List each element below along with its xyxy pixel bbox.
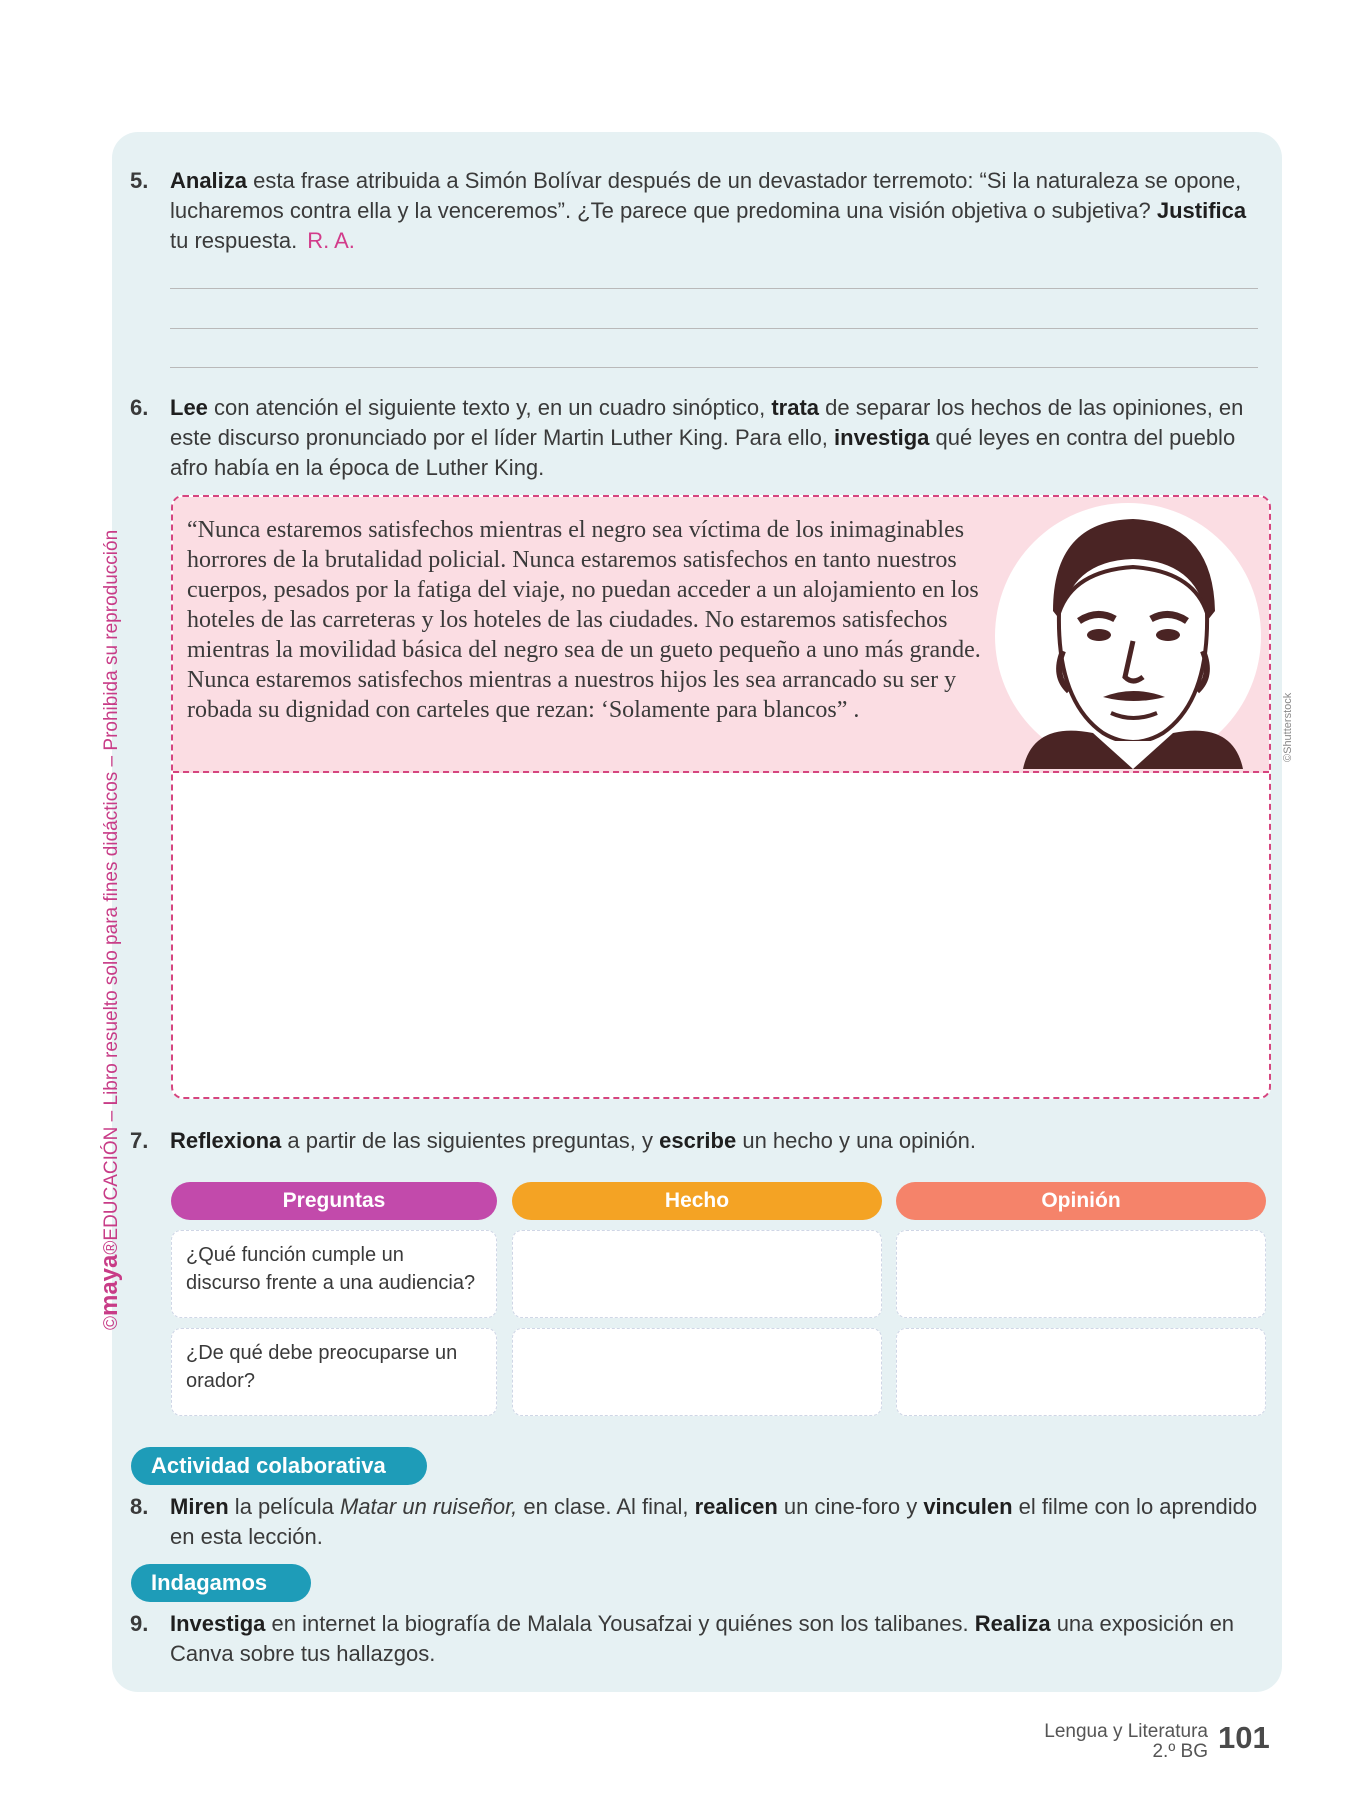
action-verb: Investiga [170, 1611, 266, 1636]
text-segment: tu respuesta. [170, 228, 298, 253]
action-verb: Realiza [974, 1611, 1051, 1636]
question-7 [130, 1126, 1270, 1156]
text-segment: qué leyes en contra del pueblo afro había en la época de Luther King. [170, 425, 1236, 480]
action-verb: investiga [834, 425, 930, 450]
footer-grade: 2.º BG [1152, 1741, 1208, 1762]
column-header-fact: Hecho [512, 1182, 882, 1220]
text-segment: en clase. Al final, [517, 1494, 695, 1519]
copyright-sidebar [96, 530, 124, 1330]
footer-subject: Lengua y Literatura [1044, 1721, 1208, 1742]
action-verb: vinculen [923, 1494, 1013, 1519]
answer-line[interactable] [170, 367, 1258, 368]
question-number: 5. [130, 168, 149, 193]
question-cell: ¿Qué función cumple un discurso frente a una audiencia? [171, 1230, 497, 1318]
text-segment: a partir de las siguientes preguntas, y [281, 1128, 660, 1153]
action-verb: trata [771, 395, 820, 420]
action-verb: Reflexiona [170, 1128, 282, 1153]
portrait-image [993, 501, 1263, 771]
question-text [170, 1492, 1270, 1552]
quote-text: “Nunca estaremos satisfechos mientras el negro sea víctima de los inimaginables horrores de la brutalidad policial. Nunca estaremos satisfechos en tanto nuestros cuerpos, pesados por la fatiga del viaje, no puedan acceder a un alojamiento en los hoteles de las carreteras y los hoteles de las ciudades. No estaremos satisfechos mientras la movilidad básica del negro sea de un gueto pequeño a uno más grande. Nunca estaremos satisfechos mientras a nuestros hijos les sea arrancado su ser y robada su dignidad con carteles que rezan: ‘Solamente para blancos” . [187, 517, 981, 723]
question-5 [130, 166, 1270, 256]
column-header-questions: Preguntas [171, 1182, 497, 1220]
page-number: 101 [1218, 1720, 1270, 1755]
text-segment: de separar los hechos de las opiniones, en este discurso pronunciado por el líder Martin Luther King. Para ello, [170, 395, 1244, 450]
fact-answer-cell[interactable] [512, 1328, 882, 1416]
question-8 [130, 1492, 1270, 1552]
action-verb: Analiza [170, 168, 248, 193]
question-6 [130, 393, 1270, 483]
text-segment: un cine-foro y [777, 1494, 924, 1519]
registered-mark: ® [101, 1240, 122, 1255]
brand-logo: maya [96, 1254, 123, 1316]
question-cell: ¿De qué debe preocuparse un orador? [171, 1328, 497, 1416]
text-segment: esta frase atribuida a Simón Bolívar después de un devastador terremoto: “Si la naturaleza se opone, lucharemos contra ella y la venceremos”. ¿Te parece que predomina una visión objetiva o subjetiva? [170, 168, 1242, 223]
quote-box [173, 497, 1269, 773]
column-header-opinion: Opinión [896, 1182, 1266, 1220]
action-verb: escribe [659, 1128, 737, 1153]
inquiry-badge: Indagamos [131, 1564, 311, 1602]
copyright-symbol: © [101, 1316, 122, 1330]
answer-note: R. A. [307, 228, 355, 253]
question-number: 7. [130, 1128, 149, 1153]
question-number: 9. [130, 1611, 149, 1636]
question-text [170, 166, 1270, 256]
collaborative-activity-badge: Actividad colaborativa [131, 1447, 427, 1485]
question-text [170, 393, 1270, 483]
opinion-answer-cell[interactable] [896, 1328, 1266, 1416]
answer-line[interactable] [170, 328, 1258, 329]
image-credit: ©Shutterstock [1282, 692, 1294, 762]
question-number: 6. [130, 395, 149, 420]
question-9 [130, 1609, 1270, 1669]
text-segment: en internet la biografía de Malala Yousafzai y quiénes son los talibanes. [265, 1611, 975, 1636]
text-segment: la película [228, 1494, 340, 1519]
action-verb: Justifica [1156, 198, 1247, 223]
text-segment: el filme con lo aprendido en esta lección. [170, 1494, 1258, 1549]
action-verb: Miren [170, 1494, 229, 1519]
answer-line[interactable] [170, 288, 1258, 289]
question-text [170, 1126, 1270, 1156]
text-segment: una exposición en Canva sobre tus hallazgos. [170, 1611, 1235, 1666]
copyright-text: EDUCACIÓN – Libro resuelto solo para fines didácticos – Prohibida su reproducción [101, 529, 122, 1241]
question-text [170, 1609, 1270, 1669]
synoptic-chart-area[interactable] [171, 495, 1271, 1099]
action-verb: Lee [170, 395, 208, 420]
text-segment: un hecho y una opinión. [736, 1128, 976, 1153]
action-verb: realicen [694, 1494, 778, 1519]
opinion-answer-cell[interactable] [896, 1230, 1266, 1318]
text-segment: con atención el siguiente texto y, en un cuadro sinóptico, [207, 395, 772, 420]
footer-subject-block [1044, 1722, 1208, 1762]
question-number: 8. [130, 1494, 149, 1519]
fact-answer-cell[interactable] [512, 1230, 882, 1318]
film-title: Matar un ruiseñor, [339, 1494, 518, 1519]
